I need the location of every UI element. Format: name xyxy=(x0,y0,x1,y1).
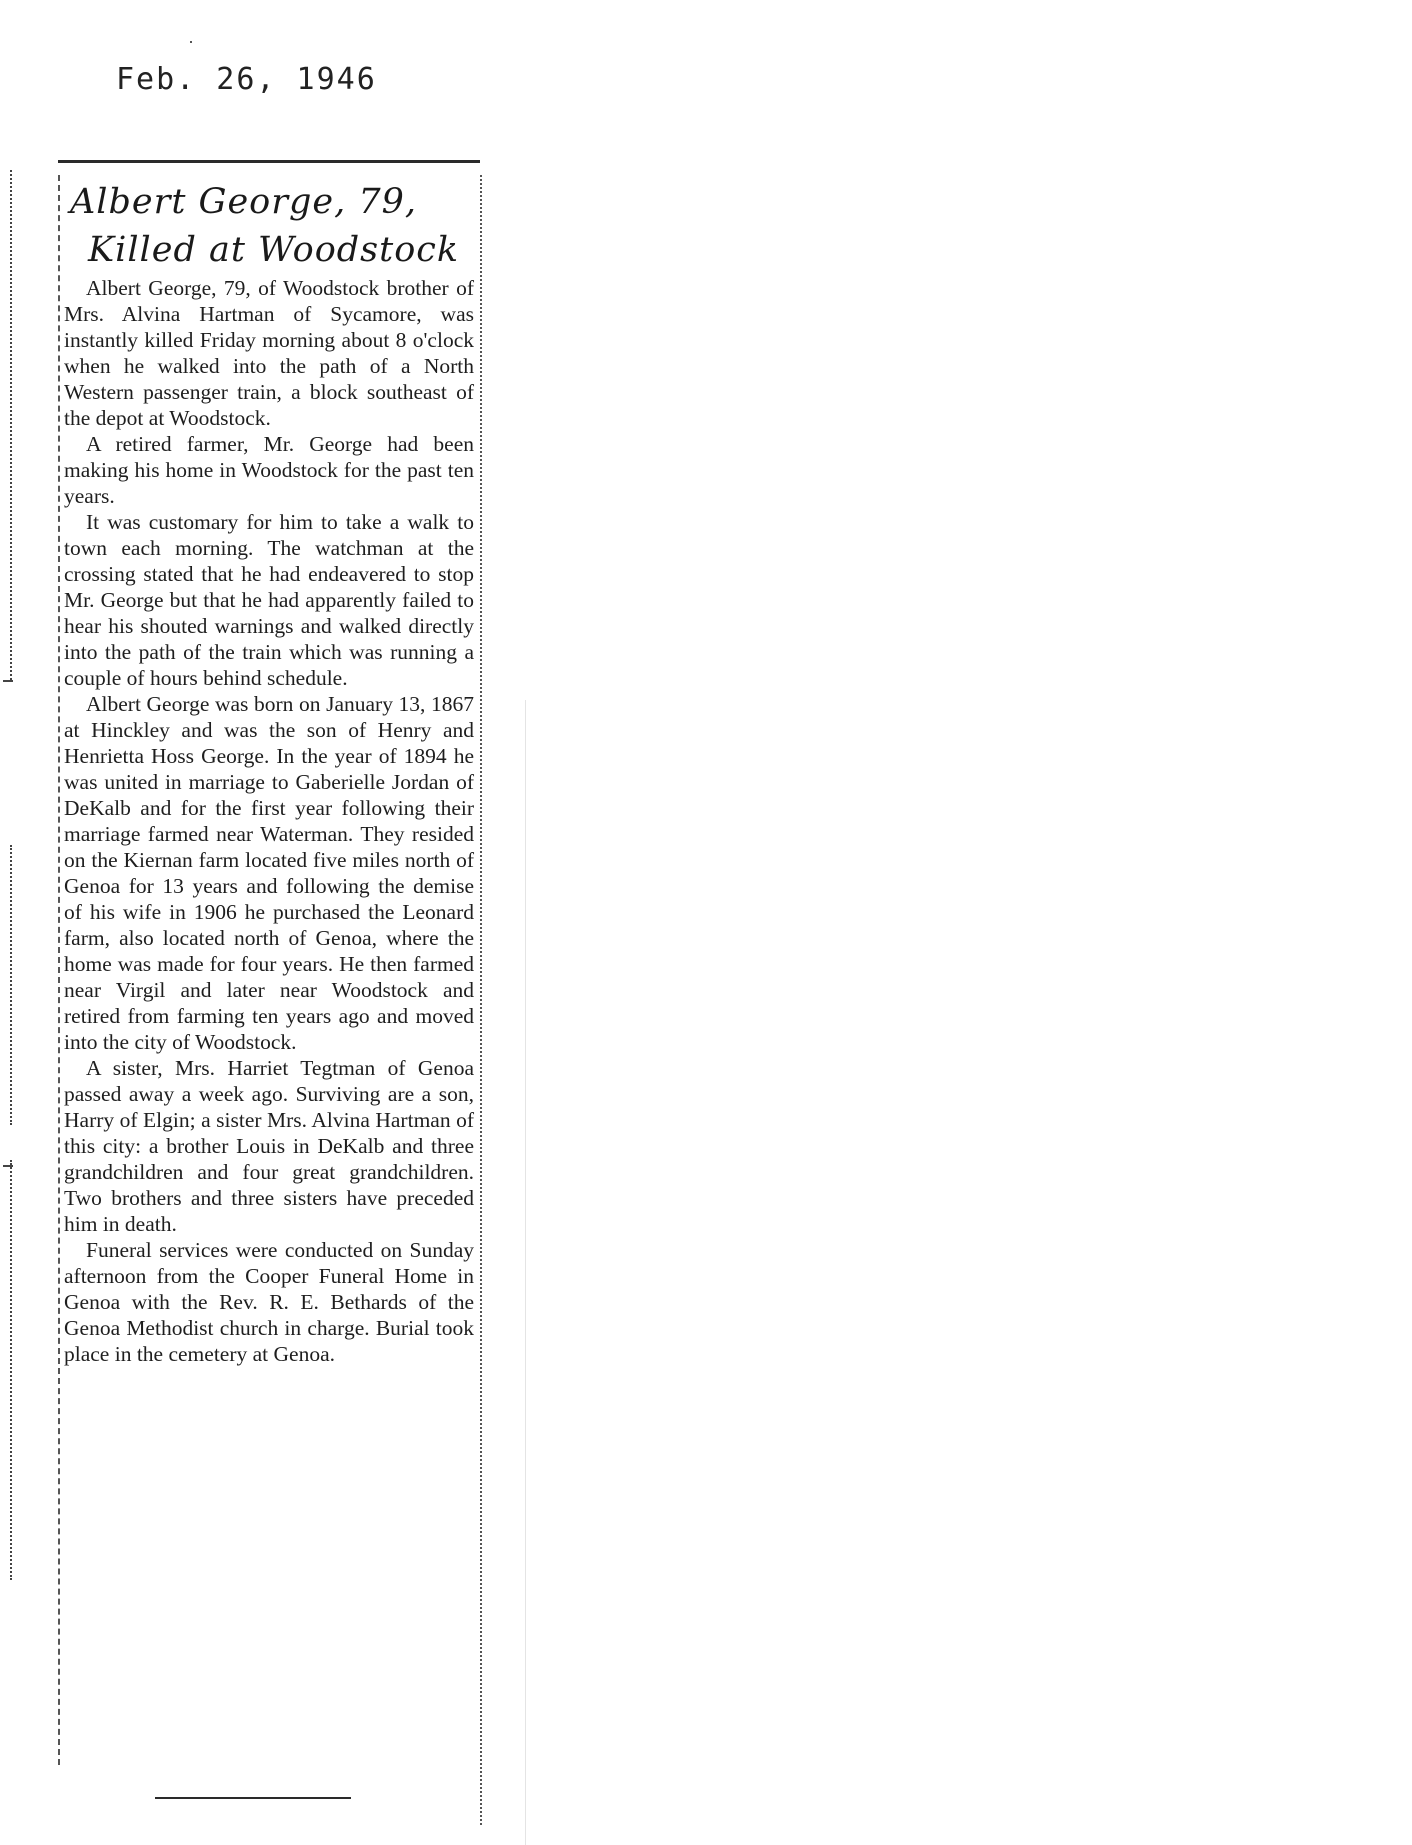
adjacent-column-mark xyxy=(3,680,13,682)
article-body xyxy=(64,275,474,1367)
adjacent-column-fragment xyxy=(10,845,14,1125)
article-paragraph: Funeral services were conducted on Sunday afternoon from the Cooper Funeral Home in Genoa with the Rev. R. E. Bethards of the Genoa Methodist church in charge. Burial took place in the cemetery at Genoa. xyxy=(64,1238,474,1366)
clipping-bottom-rule xyxy=(155,1797,351,1799)
scan-speck xyxy=(190,41,192,43)
clipping-right-cut-edge xyxy=(480,175,482,1825)
clipping-top-rule xyxy=(58,160,480,163)
headline-line-2: Killed at Woodstock xyxy=(88,230,460,270)
article-paragraph: Albert George, 79, of Woodstock brother of Mrs. Alvina Hartman of Sycamore, was instantly killed Friday morning about 8 o'clock when he walked into the path of a North Western passenger train, a block southeast of the depot at Woodstock. xyxy=(64,276,474,430)
clipping-left-cut-edge xyxy=(58,175,60,1765)
article-paragraph: Albert George was born on January 13, 1867 at Hinckley and was the son of Henry and Henrietta Hoss George. In the year of 1894 he was united in marriage to Gaberielle Jordan of DeKalb and for the first year following their marriage farmed near Waterman. They resided on the Kiernan farm located five miles north of Genoa for 13 years and following the demise of his wife in 1906 he purchased the Leonard farm, also located north of Genoa, where the home was made for four years. He then farmed near Virgil and later near Woodstock and retired from farming ten years ago and moved into the city of Woodstock. xyxy=(64,692,474,1054)
adjacent-column-fragment xyxy=(10,170,14,680)
scan-paper-edge xyxy=(525,700,526,1845)
article-paragraph: It was customary for him to take a walk to town each morning. The watchman at the crossing stated that he had endeavered to stop Mr. George but that he had apparently failed to hear his shouted warnings and walked directly into the path of the train which was running a couple of hours behind schedule. xyxy=(64,510,474,690)
article-paragraph: A retired farmer, Mr. George had been making his home in Woodstock for the past ten years. xyxy=(64,432,474,508)
article-headline xyxy=(70,178,480,274)
article-paragraph: A sister, Mrs. Harriet Tegtman of Genoa passed away a week ago. Surviving are a son, Harry of Elgin; a sister Mrs. Alvina Hartman of this city: a brother Louis in DeKalb and three grandchildren and four great grandchildren. Two brothers and three sisters have preceded him in death. xyxy=(64,1056,474,1236)
date-stamp: Feb. 26, 1946 xyxy=(116,62,377,97)
adjacent-column-mark xyxy=(3,1165,13,1167)
headline-line-1: Albert George, 79, xyxy=(70,182,418,222)
adjacent-column-fragment xyxy=(10,1160,14,1580)
